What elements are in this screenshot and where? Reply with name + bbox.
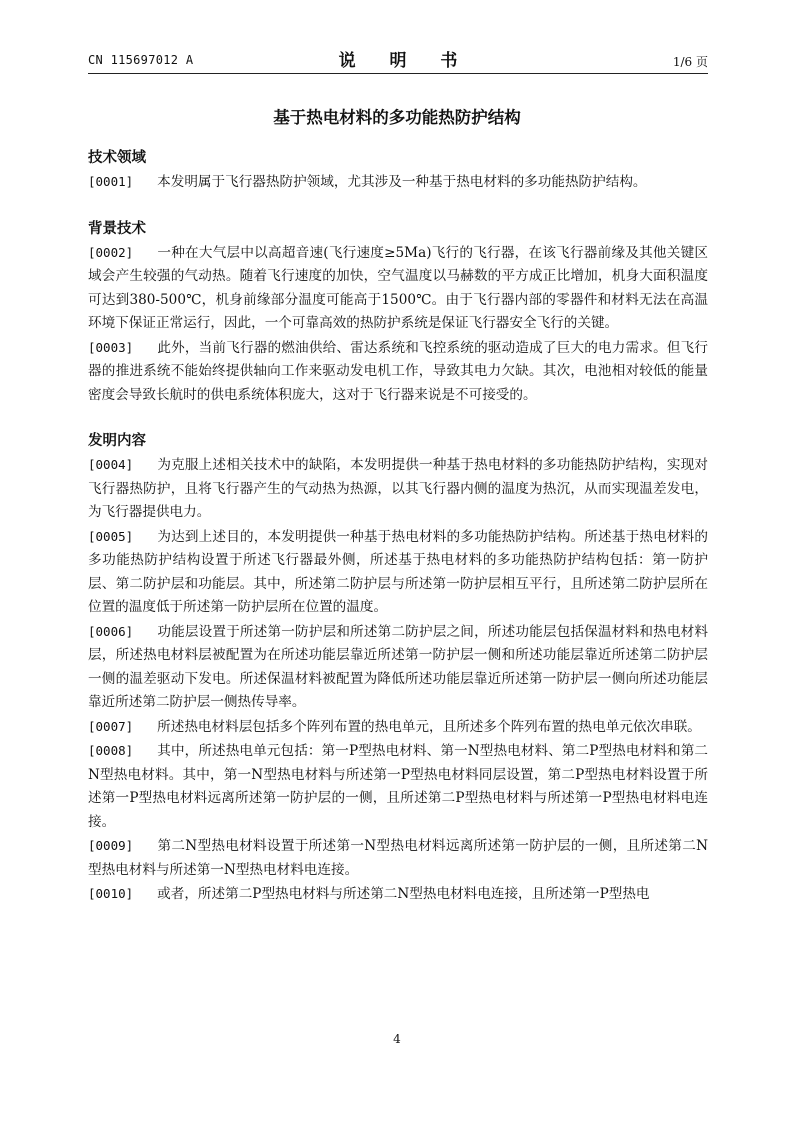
paragraph-text: 一种在大气层中以高超音速(飞行速度≥5Ma)飞行的飞行器，在该飞行器前缘及其他关键区域会产生较强的气动热。随着飞行速度的加快，空气温度以马赫数的平方成正比增加，机身大面积温度可达到380-500℃，机身前缘部分温度可能高于1500℃。由于飞行器内部的零器件和材料无法在高温环境下保证正常运行，因此，一个可靠高效的热防护系统是保证飞行器安全飞行的关键。 bbox=[88, 244, 708, 331]
paragraph bbox=[88, 453, 708, 525]
header-divider bbox=[88, 73, 708, 74]
paragraph-text: 为克服上述相关技术中的缺陷，本发明提供一种基于热电材料的多功能热防护结构，实现对飞行器热防护，且将飞行器产生的气动热为热源，以其飞行器内侧的温度为热沉，从而实现温差发电，为飞行器提供电力。 bbox=[88, 457, 708, 520]
header-title: 说 明 书 bbox=[338, 51, 472, 71]
paragraph bbox=[88, 739, 708, 834]
paragraph-number: [0009] bbox=[88, 838, 134, 853]
paragraph-number: [0003] bbox=[88, 339, 134, 355]
document-title: 基于热电材料的多功能热防护结构 bbox=[273, 108, 521, 127]
paragraph-number: [0002] bbox=[88, 244, 134, 260]
page-number: 4 bbox=[393, 1032, 401, 1046]
paragraph-text: 此外，当前飞行器的燃油供给、雷达系统和飞控系统的驱动造成了巨大的电力需求。但飞行器的推进系统不能始终提供轴向工作来驱动发电机工作，导致其电力欠缺。其次，电池相对较低的能量密度会导致长航时的供电系统体积庞大，这对于飞行器来说是不可接受的。 bbox=[88, 339, 708, 403]
paragraph-number: [0010] bbox=[88, 886, 134, 901]
paragraph-number: [0001] bbox=[88, 174, 134, 189]
paragraph bbox=[88, 525, 708, 620]
paragraph bbox=[88, 882, 708, 907]
paragraph bbox=[88, 336, 708, 408]
paragraph bbox=[88, 241, 708, 336]
paragraph bbox=[88, 715, 708, 740]
paragraph-text: 所述热电材料层包括多个阵列布置的热电单元，且所述多个阵列布置的热电单元依次串联。 bbox=[157, 718, 701, 735]
paragraph bbox=[88, 620, 708, 715]
paragraph-number: [0004] bbox=[88, 457, 134, 472]
paragraph-number: [0006] bbox=[88, 623, 134, 639]
section-heading: 技术领域 bbox=[88, 150, 146, 166]
page-count: 1/6 页 bbox=[672, 55, 708, 69]
section-heading: 背景技术 bbox=[88, 220, 146, 237]
publication-number: CN 115697012 A bbox=[88, 53, 194, 67]
section-heading: 发明内容 bbox=[88, 433, 146, 449]
paragraph-text: 为达到上述目的，本发明提供一种基于热电材料的多功能热防护结构。所述基于热电材料的多功能热防护结构设置于所述飞行器最外侧，所述基于热电材料的多功能热防护结构包括：第一防护层、第二防护层和功能层。其中，所述第二防护层与所述第一防护层相互平行，且所述第二防护层所在位置的温度低于所述第一防护层所在位置的温度。 bbox=[88, 528, 708, 615]
paragraph bbox=[88, 834, 708, 882]
paragraph-number: [0008] bbox=[88, 743, 134, 758]
page-header bbox=[88, 46, 708, 74]
paragraph-text: 其中，所述热电单元包括：第一P型热电材料、第一N型热电材料、第二P型热电材料和第二N型热电材料。其中，第一N型热电材料与所述第一P型热电材料同层设置，第二P型热电材料设置于所述第一P型热电材料远离所述第一防护层的一侧，且所述第二P型热电材料与所述第一P型热电材料电连接。 bbox=[88, 743, 708, 830]
paragraph-number: [0007] bbox=[88, 718, 134, 734]
paragraph-number: [0005] bbox=[88, 528, 134, 544]
paragraph bbox=[88, 170, 708, 195]
paragraph-text: 功能层设置于所述第一防护层和所述第二防护层之间，所述功能层包括保温材料和热电材料层，所述热电材料层被配置为在所述功能层靠近所述第一防护层一侧和所述功能层靠近所述第二防护层一侧的温差驱动下发电。所述保温材料被配置为降低所述功能层靠近所述第一防护层一侧向所述功能层靠近所述第二防护层一侧热传导率。 bbox=[88, 623, 708, 710]
document-body bbox=[88, 146, 708, 907]
paragraph-text: 第二N型热电材料设置于所述第一N型热电材料远离所述第一防护层的一侧，且所述第二N型热电材料与所述第一N型热电材料电连接。 bbox=[88, 838, 708, 878]
paragraph-text: 本发明属于飞行器热防护领域，尤其涉及一种基于热电材料的多功能热防护结构。 bbox=[157, 174, 647, 190]
paragraph-text: 或者，所述第二P型热电材料与所述第二N型热电材料电连接，且所述第一P型热电 bbox=[157, 886, 650, 902]
